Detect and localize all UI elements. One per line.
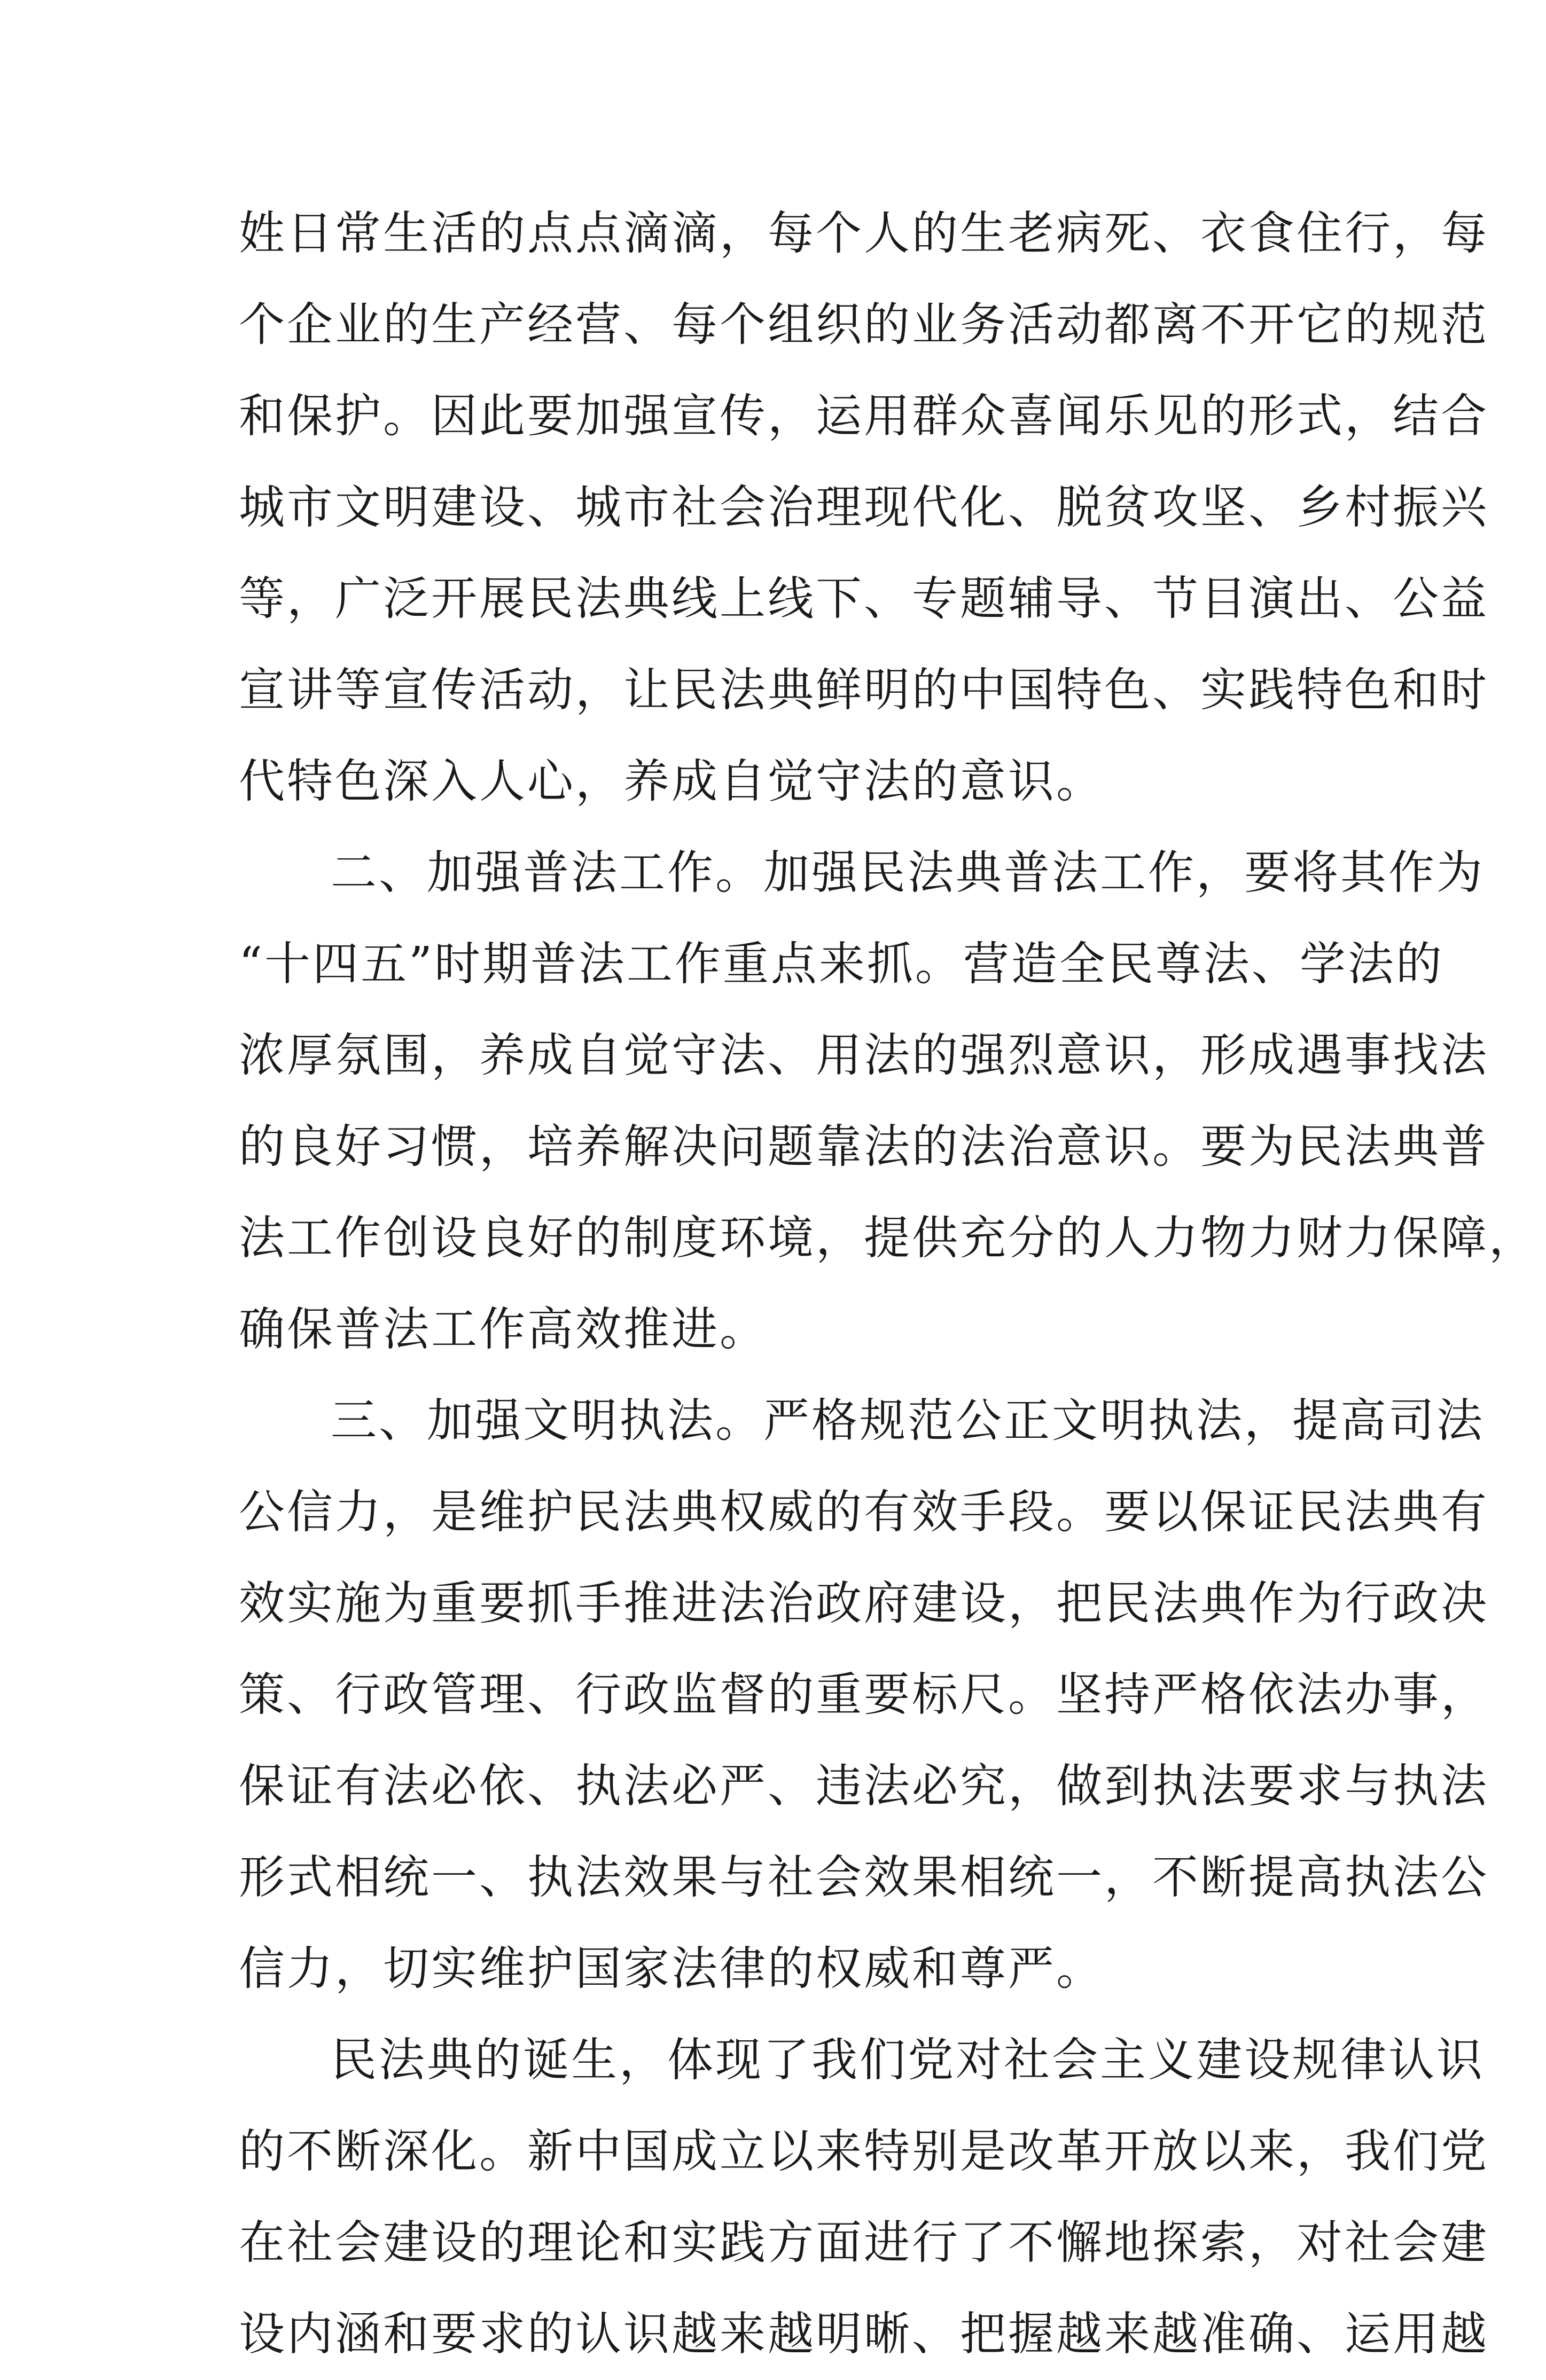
text-line: 和保护。因此要加强宣传，运用群众喜闻乐见的形式，结合 (239, 389, 1489, 443)
text-line: 等，广泛开展民法典线上线下、专题辅导、节目演出、公益 (239, 572, 1489, 625)
text-line: 在社会建设的理论和实践方面进行了不懈地探索，对社会建 (239, 2216, 1489, 2269)
text-line: 浓厚氛围，养成自觉守法、用法的强烈意识，形成遇事找法 (239, 1029, 1489, 1082)
text-line: “十四五”时期普法工作重点来抓。营造全民尊法、学法的 (239, 937, 1444, 991)
text-line: 个企业的生产经营、每个组织的业务活动都离不开它的规范 (239, 298, 1489, 351)
text-line: 公信力，是维护民法典权威的有效手段。要以保证民法典有 (239, 1485, 1489, 1539)
text-line: 信力，切实维护国家法律的权威和尊严。 (239, 1942, 1104, 1995)
text-line: 法工作创设良好的制度环境，提供充分的人力物力财力保障， (239, 1211, 1537, 1265)
paragraph-start-line: 民法典的诞生，体现了我们党对社会主义建设规律认识 (331, 2033, 1485, 2087)
paragraph-start-line: 三、加强文明执法。严格规范公正文明执法，提高司法 (331, 1394, 1485, 1447)
text-line: 形式相统一、执法效果与社会效果相统一，不断提高执法公 (239, 1851, 1489, 1904)
text-line: 宣讲等宣传活动，让民法典鲜明的中国特色、实践特色和时 (239, 663, 1489, 717)
text-line: 的良好习惯，培养解决问题靠法的法治意识。要为民法典普 (239, 1120, 1489, 1173)
body-text (239, 188, 1537, 2380)
text-line: 效实施为重要抓手推进法治政府建设，把民法典作为行政决 (239, 1577, 1489, 1630)
text-line: 确保普法工作高效推进。 (239, 1303, 768, 1356)
text-line: 保证有法必依、执法必严、违法必究，做到执法要求与执法 (239, 1759, 1489, 1813)
text-line: 姓日常生活的点点滴滴，每个人的生老病死、衣食住行，每 (239, 207, 1489, 260)
paragraph-start-line: 二、加强普法工作。加强民法典普法工作，要将其作为 (331, 846, 1485, 899)
text-line: 的不断深化。新中国成立以来特别是改革开放以来，我们党 (239, 2125, 1489, 2178)
text-line: 城市文明建设、城市社会治理现代化、脱贫攻坚、乡村振兴 (239, 481, 1489, 534)
text-line: 设内涵和要求的认识越来越明晰、把握越来越准确、运用越 (239, 2307, 1489, 2361)
text-line: 策、行政管理、行政监督的重要标尺。坚持严格依法办事， (239, 1668, 1489, 1721)
text-line: 代特色深入人心，养成自觉守法的意识。 (239, 755, 1104, 808)
